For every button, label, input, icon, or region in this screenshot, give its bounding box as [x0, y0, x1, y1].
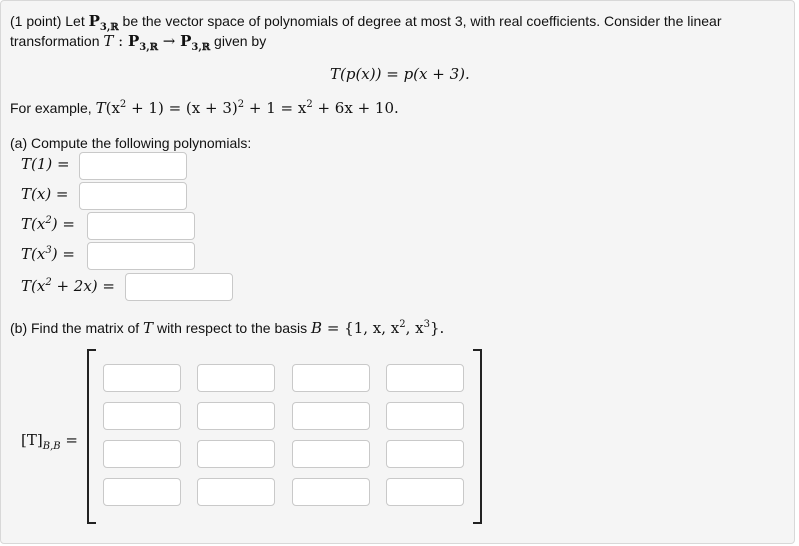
example-line: For example, $T(x^2 + 1) = (x + 3)^2 + 1 = x^2 + 6x + 10$. — [10, 99, 399, 117]
matrix-cell-2-2[interactable] — [197, 402, 275, 430]
matrix-cell-3-4[interactable] — [386, 440, 464, 468]
part-a-label-5: $T(x^2 + 2x)$ = — [21, 277, 115, 295]
matrix-cell-1-1[interactable] — [103, 364, 181, 392]
intro-line-1: (1 point) Let $P_{3,ℝ}$ be the vector space of polynomials of degree at most 3, with real coefficients. Consider the linear — [10, 12, 722, 33]
matrix-cell-1-4[interactable] — [386, 364, 464, 392]
matrix-cell-4-3[interactable] — [292, 478, 370, 506]
matrix-cell-1-2[interactable] — [197, 364, 275, 392]
answer-input-t-of-x-squared-plus-2x[interactable] — [125, 273, 233, 301]
answer-input-t-of-x[interactable] — [79, 182, 187, 210]
part-b-heading: (b) Find the matrix of T with respect to the basis B = {1, x, $x^2$, $x^3$}. — [10, 319, 445, 337]
matrix-cell-4-4[interactable] — [386, 478, 464, 506]
matrix-cell-2-4[interactable] — [386, 402, 464, 430]
part-a-label-3: $T(x^2)$ = — [21, 215, 75, 233]
matrix-cell-2-1[interactable] — [103, 402, 181, 430]
definition-formula: T(p(x)) = p(x + 3). — [330, 65, 470, 83]
part-a-label-2: T(x) = — [21, 185, 69, 203]
part-a-label-1: T(1) = — [21, 155, 70, 173]
matrix-cell-1-3[interactable] — [292, 364, 370, 392]
matrix-cell-4-1[interactable] — [103, 478, 181, 506]
matrix-left-bracket — [87, 349, 96, 524]
space-symbol: $P_{3,ℝ}$ — [88, 12, 119, 33]
matrix-label: $[T]_{B,B}$ = — [21, 431, 78, 452]
matrix-cell-3-1[interactable] — [103, 440, 181, 468]
matrix-cell-4-2[interactable] — [197, 478, 275, 506]
matrix-cell-3-3[interactable] — [292, 440, 370, 468]
answer-input-t-of-1[interactable] — [79, 152, 187, 180]
matrix-right-bracket — [473, 349, 482, 524]
part-a-heading: (a) Compute the following polynomials: — [10, 135, 252, 151]
matrix-cell-2-3[interactable] — [292, 402, 370, 430]
matrix-cell-3-2[interactable] — [197, 440, 275, 468]
answer-input-t-of-x-squared[interactable] — [87, 212, 195, 240]
intro-line-2: transformation T : $P_{3,ℝ} \to P_{3,ℝ}$ given by — [10, 32, 267, 53]
part-a-label-4: $T(x^3)$ = — [21, 245, 75, 263]
answer-input-t-of-x-cubed[interactable] — [87, 242, 195, 270]
